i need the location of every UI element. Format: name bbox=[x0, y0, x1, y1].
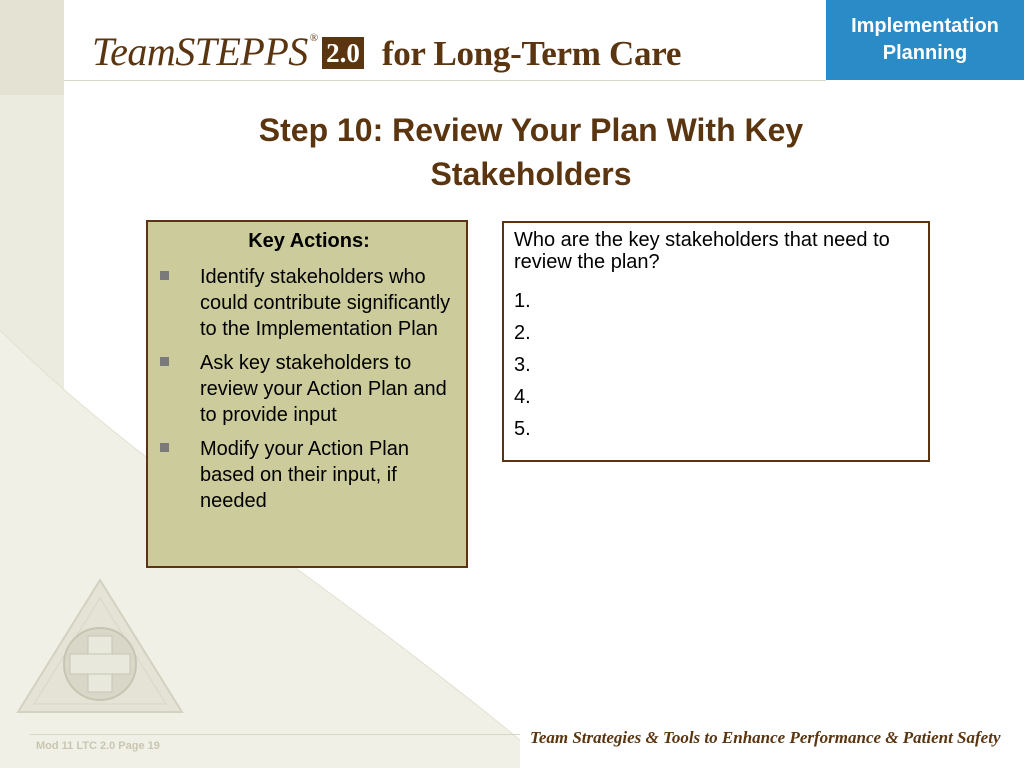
square-bullet-icon bbox=[160, 357, 169, 366]
footer-divider bbox=[30, 734, 520, 735]
page-number: Mod 11 LTC 2.0 Page 19 bbox=[36, 740, 160, 752]
section-tab-line2: Planning bbox=[882, 42, 968, 64]
list-item bbox=[148, 436, 466, 514]
list-item: 2. bbox=[514, 322, 531, 344]
stakeholders-box bbox=[502, 221, 930, 462]
slide-title bbox=[140, 108, 922, 196]
section-tab-line1: Implementation bbox=[851, 15, 999, 37]
square-bullet-icon bbox=[160, 271, 169, 280]
list-item-text: Modify your Action Plan based on their input, if needed bbox=[200, 438, 409, 512]
square-bullet-icon bbox=[160, 443, 169, 452]
key-actions-list bbox=[148, 264, 466, 522]
brand-subtitle: for Long-Term Care bbox=[381, 34, 682, 73]
key-actions-heading: Key Actions: bbox=[248, 230, 370, 252]
brand-logo bbox=[92, 28, 681, 80]
list-item: 4. bbox=[514, 386, 531, 408]
key-actions-box bbox=[146, 220, 468, 568]
list-item-text: Identify stakeholders who could contribute significantly to the Implementation Plan bbox=[200, 266, 451, 340]
list-item bbox=[148, 264, 466, 342]
slide-title-line1: Step 10: Review Your Plan With Key bbox=[258, 112, 804, 148]
brand-name: TeamSTEPPS bbox=[92, 29, 308, 74]
list-item: 1. bbox=[514, 290, 531, 312]
header-divider bbox=[64, 80, 826, 81]
stakeholders-numbered-list bbox=[514, 285, 531, 445]
registered-mark: ® bbox=[309, 32, 319, 44]
triangle-emblem-icon bbox=[14, 576, 186, 716]
footer-tagline: Team Strategies & Tools to Enhance Performance & Patient Safety bbox=[530, 728, 1001, 747]
section-tab bbox=[826, 0, 1024, 80]
brand-version-badge: 2.0 bbox=[322, 37, 364, 69]
slide-title-line2: Stakeholders bbox=[430, 156, 632, 192]
stakeholders-question: Who are the key stakeholders that need to review the plan? bbox=[514, 229, 890, 273]
list-item-text: Ask key stakeholders to review your Action Plan and to provide input bbox=[200, 352, 447, 426]
list-item bbox=[148, 350, 466, 428]
list-item: 5. bbox=[514, 418, 531, 440]
list-item: 3. bbox=[514, 354, 531, 376]
